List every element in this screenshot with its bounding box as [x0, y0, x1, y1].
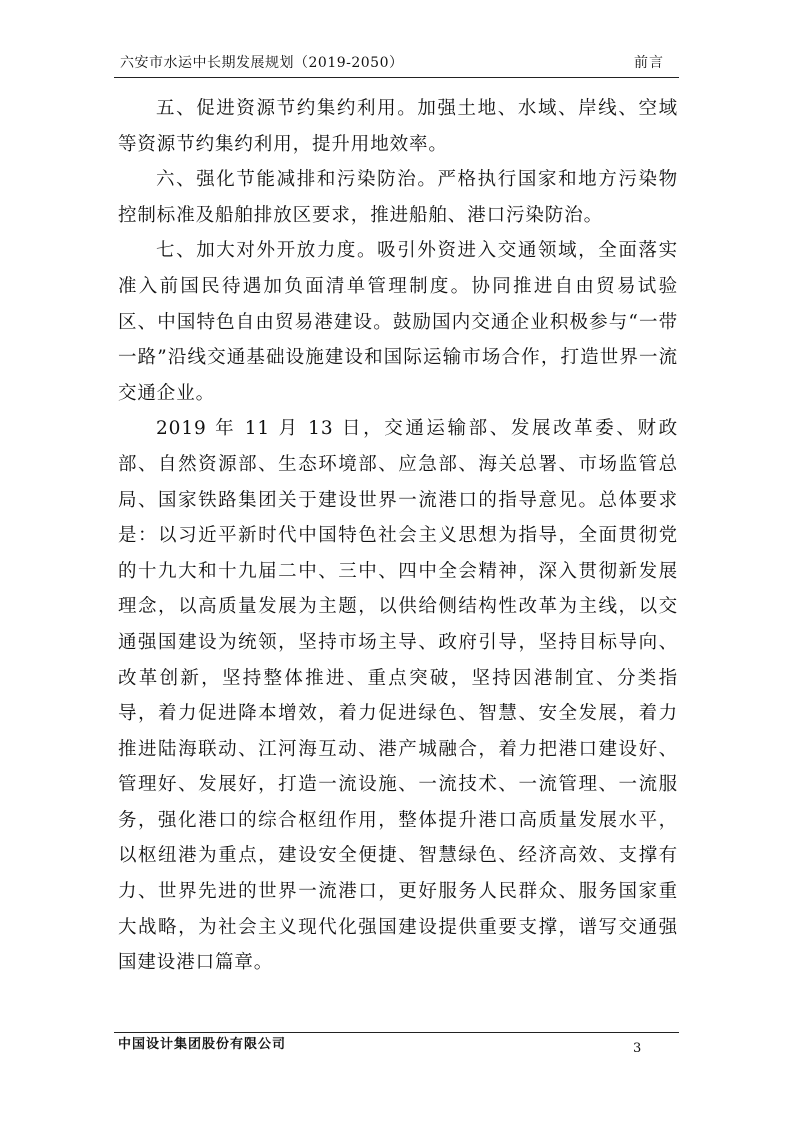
- paragraph-energy-saving: 六、强化节能减排和污染防治。严格执行国家和地方污染物控制标准及船舶排放区要求，推进船舶、港口污染防治。: [118, 169, 678, 226]
- page-header: [114, 52, 674, 74]
- body-content: [118, 91, 678, 981]
- paragraph-world-class-ports: 2019 年 11 月 13 日，交通运输部、发展改革委、财政部、自然资源部、生态环境部、应急部、海关总署、市场监管总局、国家铁路集团关于建设世界一流港口的指导意见。总体要求是：以习近平新时代中国特色社会主义思想为指导，全面贯彻党的十九大和十九届二中、三中、四中全会精神，深入贯彻新发展理念，以高质量发展为主题，以供给侧结构性改革为主线，以交通强国建设为统领，坚持市场主导、政府引导，坚持目标导向、改革创新，坚持整体推进、重点突破，坚持因港制宜、分类指导，着力促进降本增效，着力促进绿色、智慧、安全发展，着力推进陆海联动、江河海互动、港产城融合，着力把港口建设好、管理好、发展好，打造一流设施、一流技术、一流管理、一流服务，强化港口的综合枢纽作用，整体提升港口高质量发展水平，以枢纽港为重点，建设安全便捷、智慧绿色、经济高效、支撑有力、世界先进的世界一流港口，更好服务人民群众、服务国家重大战略，为社会主义现代化强国建设提供重要支撑，谱写交通强国建设港口篇章。: [118, 418, 678, 974]
- paragraph-resource-efficiency: 五、促进资源节约集约利用。加强土地、水域、岸线、空域等资源节约集约利用，提升用地效率。: [118, 98, 678, 155]
- page-number: 3: [633, 1041, 642, 1056]
- footer-rule: [114, 1032, 679, 1033]
- paragraph-opening-up: 七、加大对外开放力度。吸引外资进入交通领域，全面落实准入前国民待遇加负面清单管理制度。协同推进自由贸易试验区、中国特色自由贸易港建设。鼓励国内交通企业积极参与“一带一路”沿线交通基础设施建设和国际运输市场合作，打造世界一流交通企业。: [118, 240, 678, 404]
- section-name: 前言: [634, 55, 664, 71]
- header-rule: [114, 77, 679, 78]
- company-name: 中国设计集团股份有限公司: [118, 1037, 287, 1052]
- document-title: 六安市水运中长期发展规划（2019-2050）: [120, 55, 404, 71]
